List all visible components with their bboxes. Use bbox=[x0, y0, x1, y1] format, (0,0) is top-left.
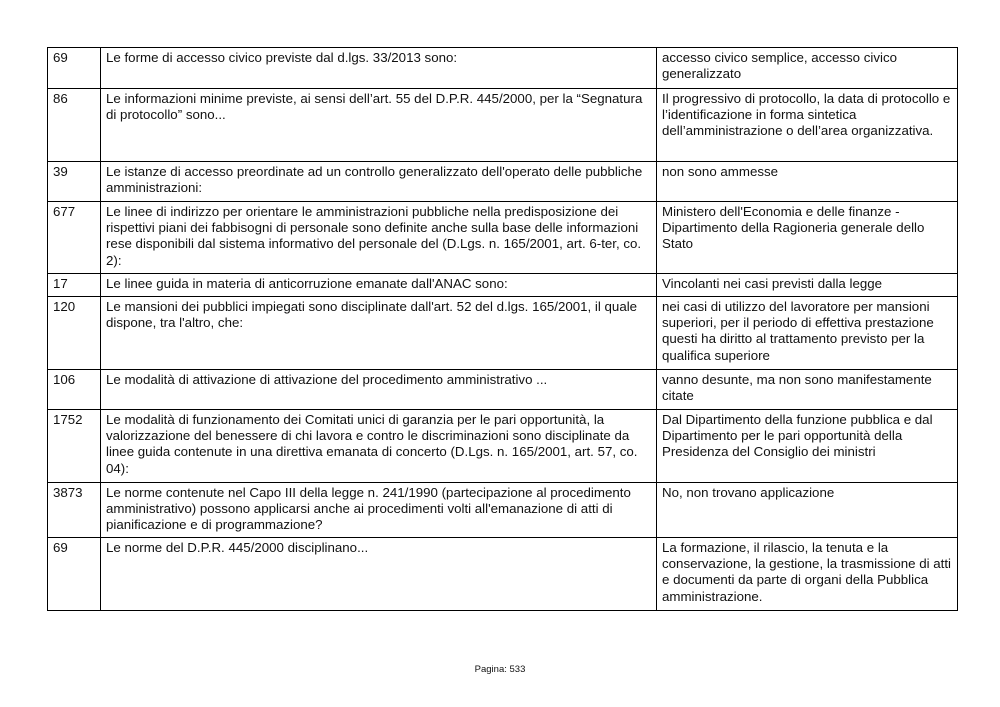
question-number: 106 bbox=[48, 370, 101, 410]
answer-text: accesso civico semplice, accesso civico generalizzato bbox=[657, 48, 958, 89]
answer-text: vanno desunte, ma non sono manifestamente citate bbox=[657, 370, 958, 410]
question-text: Le forme di accesso civico previste dal d.lgs. 33/2013 sono: bbox=[101, 48, 657, 89]
answer-text: Vincolanti nei casi previsti dalla legge bbox=[657, 274, 958, 297]
qa-table bbox=[47, 47, 958, 611]
question-number: 17 bbox=[48, 274, 101, 297]
table-row bbox=[48, 48, 958, 89]
question-number: 69 bbox=[48, 48, 101, 89]
table-row bbox=[48, 410, 958, 483]
question-number: 1752 bbox=[48, 410, 101, 483]
question-text: Le modalità di funzionamento dei Comitati unici di garanzia per le pari opportunità, la valorizzazione del benessere di chi lavora e contro le discriminazioni sono disciplinate da linee guida contenute in una direttiva emanata di concerto (D.Lgs. n. 165/2001, art. 57, co. 04): bbox=[101, 410, 657, 483]
answer-text: Ministero dell'Economia e delle finanze - Dipartimento della Ragioneria generale dello Stato bbox=[657, 202, 958, 274]
question-text: Le norme contenute nel Capo III della legge n. 241/1990 (partecipazione al procedimento amministrativo) possono applicarsi anche ai procedimenti volti all'emanazione di atti di pianificazione e di programmazione? bbox=[101, 483, 657, 538]
question-number: 3873 bbox=[48, 483, 101, 538]
answer-text: non sono ammesse bbox=[657, 162, 958, 202]
table-row bbox=[48, 162, 958, 202]
question-number: 69 bbox=[48, 538, 101, 611]
table-row bbox=[48, 483, 958, 538]
answer-text: nei casi di utilizzo del lavoratore per mansioni superiori, per il periodo di effettiva prestazione questi ha diritto al trattamento previsto per la qualifica superiore bbox=[657, 297, 958, 370]
question-text: Le istanze di accesso preordinate ad un controllo generalizzato dell'operato delle pubbliche amministrazioni: bbox=[101, 162, 657, 202]
table-row bbox=[48, 274, 958, 297]
question-text: Le modalità di attivazione di attivazione del procedimento amministrativo ... bbox=[101, 370, 657, 410]
answer-text: La formazione, il rilascio, la tenuta e la conservazione, la gestione, la trasmissione di atti e documenti da parte di organi della Pubblica amministrazione. bbox=[657, 538, 958, 611]
question-text: Le mansioni dei pubblici impiegati sono disciplinate dall'art. 52 del d.lgs. 165/2001, il quale dispone, tra l'altro, che: bbox=[101, 297, 657, 370]
question-text: Le linee di indirizzo per orientare le amministrazioni pubbliche nella predisposizione dei rispettivi piani dei fabbisogni di personale sono definite anche sulla base delle informazioni rese disponibili dal sistema informativo del personale del (D.Lgs. n. 165/2001, art. 6-ter, co. 2): bbox=[101, 202, 657, 274]
table-row bbox=[48, 538, 958, 611]
question-number: 120 bbox=[48, 297, 101, 370]
table-row bbox=[48, 297, 958, 370]
question-text: Le linee guida in materia di anticorruzione emanate dall'ANAC sono: bbox=[101, 274, 657, 297]
table-row bbox=[48, 89, 958, 162]
question-number: 39 bbox=[48, 162, 101, 202]
question-text: Le informazioni minime previste, ai sensi dell’art. 55 del D.P.R. 445/2000, per la “Segnatura di protocollo” sono... bbox=[101, 89, 657, 162]
answer-text: No, non trovano applicazione bbox=[657, 483, 958, 538]
answer-text: Dal Dipartimento della funzione pubblica e dal Dipartimento per le pari opportunità della Presidenza del Consiglio dei ministri bbox=[657, 410, 958, 483]
question-text: Le norme del D.P.R. 445/2000 disciplinano... bbox=[101, 538, 657, 611]
page-number: Pagina: 533 bbox=[474, 664, 526, 675]
question-number: 86 bbox=[48, 89, 101, 162]
table-row bbox=[48, 202, 958, 274]
answer-text: Il progressivo di protocollo, la data di protocollo e l’identificazione in forma sintetica dell’amministrazione o dell’area organizzativa. bbox=[657, 89, 958, 162]
question-number: 677 bbox=[48, 202, 101, 274]
table-row bbox=[48, 370, 958, 410]
